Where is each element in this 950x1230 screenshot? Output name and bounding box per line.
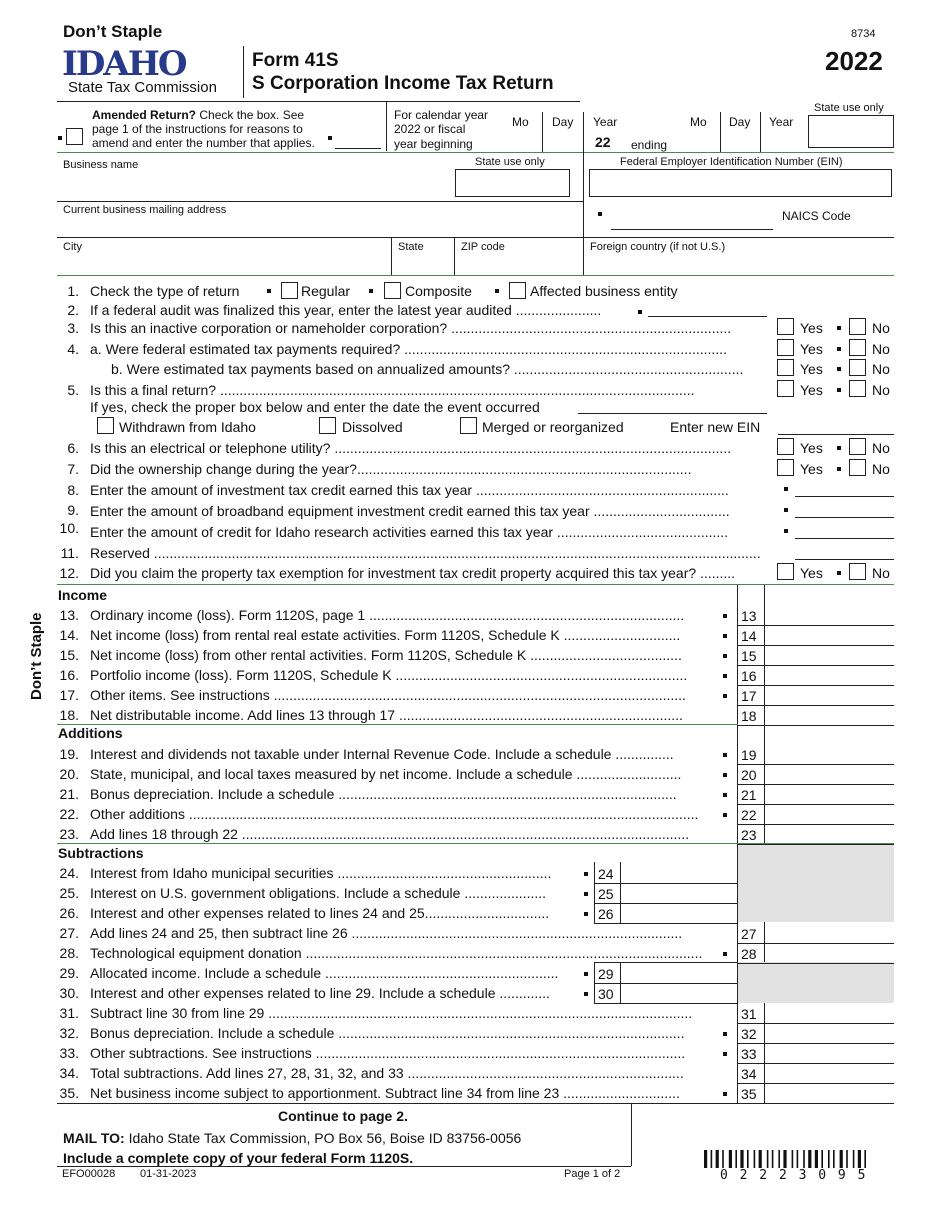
q4b-no-checkbox[interactable] [849,359,866,376]
line-22-label: Other additions ................................................................................................................................... [90,806,699,822]
page-number: Page 1 of 2 [564,1168,621,1180]
line-29-number: 29. [59,965,79,981]
line-23-label: Add lines 18 through 22 ................................................................................................................... [90,826,690,842]
include-note: Include a complete copy of your federal Form 1120S. [63,1150,414,1166]
mailing-address-input[interactable] [63,218,573,236]
audit-year-input[interactable] [649,300,765,316]
form-title: S Corporation Income Tax Return [252,73,554,94]
line-24-amount-input[interactable] [623,865,735,882]
line-18-number: 18. [59,707,79,723]
q5-no-checkbox[interactable] [849,380,866,397]
dissolved-checkbox[interactable] [319,417,336,434]
amended-checkbox[interactable] [66,128,83,145]
ein-input-box[interactable] [589,169,892,197]
q12-no-checkbox[interactable] [849,563,866,580]
subtractions-heading: Subtractions [58,845,144,861]
line-34-label: Total subtractions. Add lines 27, 28, 31, 32, and 33 ....................................................................... [90,1065,684,1081]
line-17-amount-input[interactable] [767,687,891,704]
line-19-number: 19. [59,746,79,762]
line-30-label: Interest and other expenses related to line 29. Include a schedule ............. [90,985,550,1001]
line-30-amount-input[interactable] [623,985,735,1002]
line-32-label: Bonus depreciation. Include a schedule ......................................................................................... [90,1025,685,1041]
income-heading: Income [58,587,108,603]
line-31-label: Subtract line 30 from line 29 ............................................................................................................. [90,1005,693,1021]
line-33-number: 33. [59,1045,79,1061]
idaho-logo: IDAHO [62,44,186,84]
line-33-label: Other subtractions. See instructions ............................................................................................... [90,1045,686,1061]
line-32-number: 32. [59,1025,79,1041]
line-24-box-label: 24 [598,866,614,882]
q7-no-checkbox[interactable] [849,459,866,476]
line-17-number: 17. [59,687,79,703]
business-name-input[interactable] [63,175,448,195]
line-28-number: 28. [59,945,79,961]
barcode-digits: 0 2 2 2 3 0 9 5 [720,1168,868,1183]
line-21-box-label: 21 [741,787,757,803]
line-28-box-label: 28 [741,946,757,962]
line-19-amount-input[interactable] [767,746,891,763]
dont-staple-header: Don’t Staple [63,22,163,41]
line-25-box-label: 25 [598,886,614,902]
line-34-amount-input[interactable] [767,1065,891,1082]
barcode [704,1150,888,1170]
line-25-amount-input[interactable] [623,885,735,902]
line-31-number: 31. [59,1005,79,1021]
line-13-label: Ordinary income (loss). Form 1120S, page 1 ................................................................................. [90,607,685,623]
line-15-amount-input[interactable] [767,647,891,664]
state-use-box-info [455,169,570,197]
line-15-label: Net income (loss) from other rental activities. Form 1120S, Schedule K ....................................... [90,647,682,663]
line-17-box-label: 17 [741,688,757,704]
line-26-box-label: 26 [598,906,614,922]
q4a-yes-checkbox[interactable] [777,339,794,356]
line-35-box-label: 35 [741,1086,757,1102]
line-18-box-label: 18 [741,708,757,724]
line-24-label: Interest from Idaho municipal securities ....................................................... [90,865,552,881]
line-17-label: Other items. See instructions .......................................................................................................... [90,687,686,703]
q3-no-checkbox[interactable] [849,318,866,335]
q6-yes-checkbox[interactable] [777,438,794,455]
line-18-label: Net distributable income. Add lines 13 through 17 ......................................................................... [90,707,683,723]
broadband-credit-input[interactable] [796,501,892,517]
investment-credit-input[interactable] [796,480,892,496]
line-29-amount-input[interactable] [623,965,735,982]
line-31-amount-input[interactable] [767,1005,891,1022]
form-code-footer: EFO00028 [62,1168,116,1180]
line-21-amount-input[interactable] [767,786,891,803]
line-20-number: 20. [59,766,79,782]
side-dont-staple: Don’t Staple [28,612,45,700]
q5-yes-checkbox[interactable] [777,380,794,397]
line-27-box-label: 27 [741,926,757,942]
q7-yes-checkbox[interactable] [777,459,794,476]
line-14-label: Net income (loss) from rental real estate activities. Form 1120S, Schedule K .............................. [90,627,681,643]
q4a-no-checkbox[interactable] [849,339,866,356]
line-32-amount-input[interactable] [767,1025,891,1042]
agency-name: State Tax Commission [68,79,217,96]
line-27-number: 27. [59,925,79,941]
amended-text: Amended Return? Check the box. See [92,108,305,122]
line-14-amount-input[interactable] [767,627,891,644]
line-19-box-label: 19 [741,747,757,763]
revision-date: 01-31-2023 [140,1168,197,1180]
line-33-box-label: 33 [741,1046,757,1062]
line-19-label: Interest and dividends not taxable under Internal Revenue Code. Include a schedule ............... [90,746,674,762]
q12-yes-checkbox[interactable] [777,563,794,580]
line-34-box-label: 34 [741,1066,757,1082]
line-35-amount-input[interactable] [767,1085,891,1102]
line-16-box-label: 16 [741,668,757,684]
line-32-box-label: 32 [741,1026,757,1042]
withdrawn-checkbox[interactable] [97,417,114,434]
line-15-box-label: 15 [741,648,757,664]
q4b-yes-checkbox[interactable] [777,359,794,376]
return-type-composite-checkbox[interactable] [384,282,401,299]
line-13-amount-input[interactable] [767,607,891,624]
continue-note: Continue to page 2. [278,1108,408,1124]
event-date-input[interactable] [580,397,766,413]
q3-yes-checkbox[interactable] [777,318,794,335]
form-number: Form 41S [252,50,339,71]
line-13-box-label: 13 [741,608,757,624]
line-25-number: 25. [59,885,79,901]
form-code: 8734 [851,28,876,40]
line-16-number: 16. [59,667,79,683]
line-14-number: 14. [59,627,79,643]
line-22-amount-input[interactable] [767,806,891,823]
line-31-box-label: 31 [741,1006,757,1022]
line-26-label: Interest and other expenses related to lines 24 and 25................................ [90,905,550,921]
line-16-label: Portfolio income (loss). Form 1120S, Schedule K ........................................................................... [90,667,688,683]
line-23-number: 23. [59,826,79,842]
line-29-label: Allocated income. Include a schedule ............................................................ [90,965,559,981]
return-type-regular-checkbox[interactable] [281,282,298,299]
q6-no-checkbox[interactable] [849,438,866,455]
amended-reason-input[interactable] [336,130,380,147]
line-22-number: 22. [59,806,79,822]
line-34-number: 34. [59,1065,79,1081]
line-26-amount-input[interactable] [623,905,735,922]
line-21-number: 21. [59,786,79,802]
line-30-number: 30. [59,985,79,1001]
state-use-box-top [808,115,894,148]
line-27-amount-input[interactable] [767,925,891,942]
line-14-box-label: 14 [741,628,757,644]
research-credit-input[interactable] [796,522,892,538]
line-20-amount-input[interactable] [767,766,891,783]
line-35-number: 35. [59,1085,79,1101]
line-23-amount-input[interactable] [767,826,891,843]
line-13-number: 13. [59,607,79,623]
mail-to: MAIL TO: Idaho State Tax Commission, PO Box 56, Boise ID 83756-0056 [63,1130,522,1146]
line-26-number: 26. [59,905,79,921]
line-24-number: 24. [59,865,79,881]
line-18-amount-input[interactable] [767,707,891,724]
additions-heading: Additions [58,725,123,741]
tax-year: 2022 [825,46,883,76]
line-29-box-label: 29 [598,966,614,982]
line-21-label: Bonus depreciation. Include a schedule ....................................................................................... [90,786,677,802]
merged-checkbox[interactable] [460,417,477,434]
begin-year-value: 22 [595,134,611,150]
return-type-affected-checkbox[interactable] [509,282,526,299]
line-16-amount-input[interactable] [767,667,891,684]
line-15-number: 15. [59,647,79,663]
line-30-box-label: 30 [598,986,614,1002]
line-22-box-label: 22 [741,807,757,823]
line-23-box-label: 23 [741,827,757,843]
line-25-label: Interest on U.S. government obligations. Include a schedule ..................... [90,885,547,901]
line-35-label: Net business income subject to apportionment. Subtract line 34 from line 23 .............................. [90,1085,680,1101]
line-20-box-label: 20 [741,767,757,783]
line-33-amount-input[interactable] [767,1045,891,1062]
naics-input[interactable] [612,210,772,228]
line-20-label: State, municipal, and local taxes measured by net income. Include a schedule ........................... [90,766,682,782]
line-28-amount-input[interactable] [767,945,891,962]
line-27-label: Add lines 24 and 25, then subtract line 26 ..................................................................................... [90,925,683,941]
line-28-label: Technological equipment donation ...................................................................................................... [90,945,703,961]
